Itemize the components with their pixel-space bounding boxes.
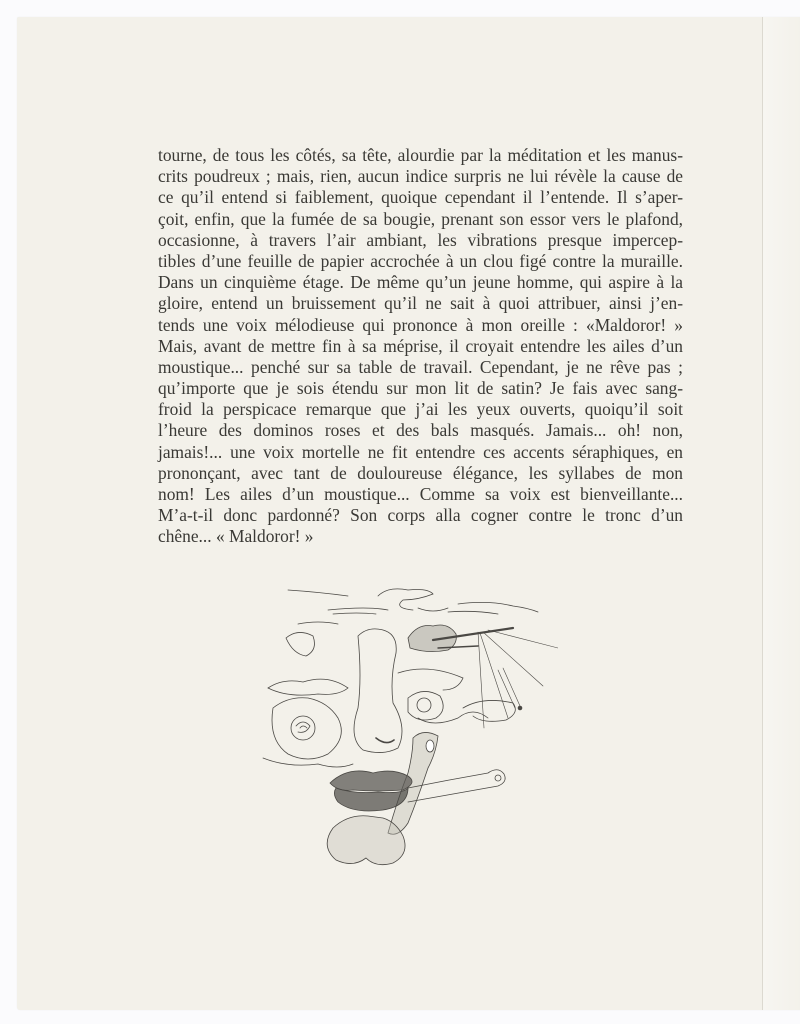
sun-rays-drawing [478,630,558,728]
text-line: M’a-t-il donc pardonné? Son corps alla cogner contre le tronc d’un [158,505,683,526]
text-line: moustique... penché sur sa table de travail. Cependant, je ne rêve pas ; [158,356,683,377]
text-line: tibles d’une feuille de papier accrochée à un clou figé contre la muraille. [158,250,683,271]
text-line: Mais, avant de mettre fin à sa méprise, il croyait entendre les ailes d’un [158,335,683,356]
rock-drawing [408,625,513,652]
text-line: froid la perspicace remarque que j’ai les yeux ouverts, quoiqu’il soit [158,399,683,420]
text-line: gloire, entend un bruissement qu’il ne sait à quoi attribuer, ainsi j’en- [158,293,683,314]
text-line: jamais!... une voix mortelle ne fit entendre ces accents séraphiques, en [158,441,683,462]
page-fold-shade [763,17,800,1010]
bone-knob-drawing [327,816,405,865]
text-line: prononçant, avec tant de douloureuse élégance, les syllabes de mon [158,462,683,483]
nose-drawing [354,629,402,753]
text-line: chêne... « Maldoror! » [158,526,314,547]
etching-illustration [258,578,558,868]
text-line: Dans un cinquième étage. De même qu’un jeune homme, qui aspire à la [158,272,683,293]
eye-drawing [398,669,515,723]
body-text [158,145,683,548]
text-line: crits poudreux ; mais, rien, aucun indice surpris ne lui révèle la cause de [158,166,683,187]
text-line: l’heure des dominos roses et des bals masqués. Jamais... oh! non, [158,420,683,441]
rose-drawing [263,632,353,767]
text-line: tourne, de tous les côtés, sa tête, alourdie par la méditation et les manus- [158,145,683,165]
text-line: tends une voix mélodieuse qui prononce à mon oreille : «Maldoror! » [158,314,683,335]
text-line: nom! Les ailes d’un moustique... Comme sa voix est bienveillante... [158,484,683,504]
text-line: occasionne, à travers l’air ambiant, les vibrations presque impercep- [158,229,683,250]
text-line: çoit, enfin, que la fumée de sa bougie, prenant son essor vers le plafond, [158,208,683,229]
text-line: qu’importe que je sois étendu sur mon lit de satin? Je fais avec sang- [158,378,683,399]
clouds-drawing [288,589,538,624]
text-line: ce qu’il entend si faiblement, quoique cependant il l’entende. Il s’aper- [158,187,683,208]
